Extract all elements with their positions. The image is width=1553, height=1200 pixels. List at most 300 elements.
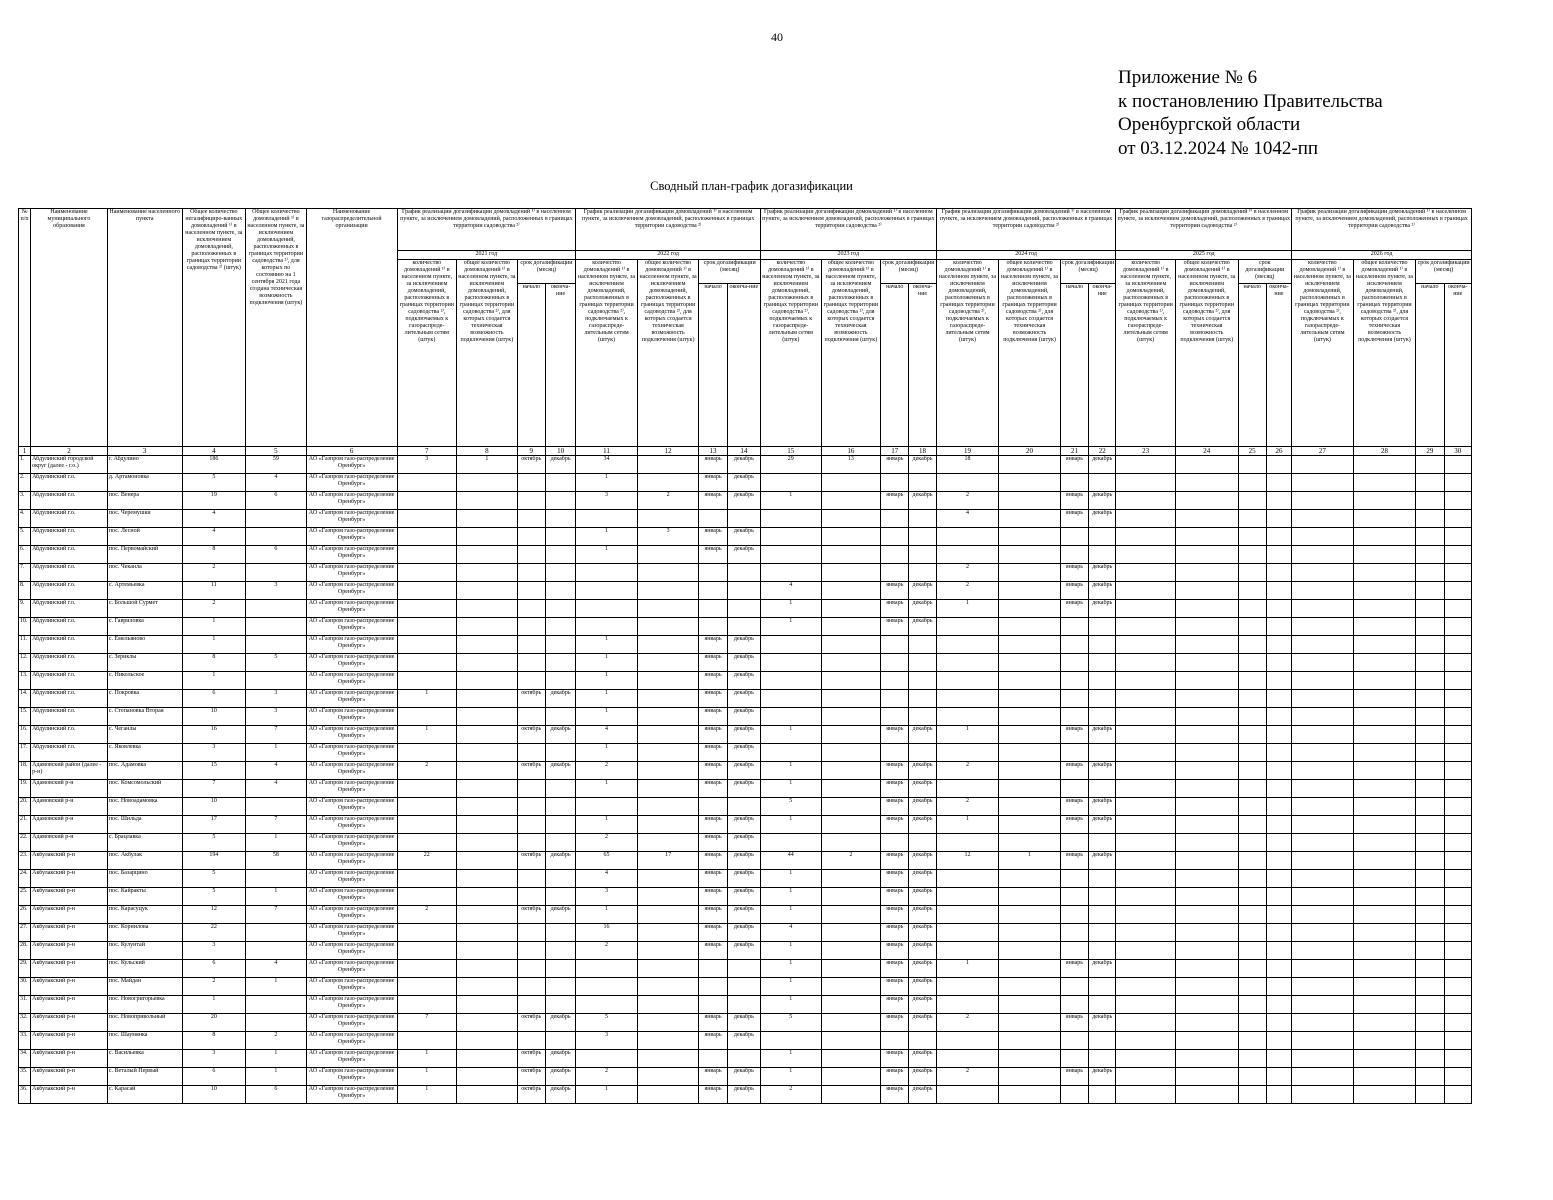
municipality-cell: Акбулакский р-н bbox=[31, 978, 108, 996]
empty-cell bbox=[1444, 834, 1472, 852]
y23-end-month-cell: декабрь bbox=[909, 762, 936, 780]
empty-cell bbox=[1116, 456, 1176, 474]
empty-cell bbox=[1266, 708, 1291, 726]
table-row bbox=[19, 798, 1472, 816]
empty-cell bbox=[1175, 888, 1238, 906]
column-number: 15 bbox=[761, 447, 822, 456]
y21-end-month-cell bbox=[545, 708, 575, 726]
y24-count-cell bbox=[936, 870, 999, 888]
y24-start-month-cell: январь bbox=[1060, 1014, 1088, 1032]
municipality-cell: Абдулинский г.о. bbox=[31, 546, 108, 564]
y21-start-month-cell bbox=[517, 528, 545, 546]
header-term-2024: срок догазификации (месяц) bbox=[1060, 260, 1116, 284]
y22-count-cell bbox=[576, 510, 638, 528]
y24-count-cell: 2 bbox=[936, 564, 999, 582]
y22-start-month-cell: январь bbox=[699, 546, 727, 564]
y24-start-month-cell bbox=[1060, 1050, 1088, 1068]
total-nongasified-cell: 3 bbox=[182, 942, 246, 960]
y23-start-month-cell: январь bbox=[881, 870, 909, 888]
empty-cell bbox=[1416, 474, 1444, 492]
y22-end-month-cell: декабрь bbox=[727, 474, 760, 492]
empty-cell bbox=[1353, 942, 1416, 960]
y23-count-cell bbox=[761, 672, 822, 690]
organization-cell: АО «Газпром газо-распределение Оренбург» bbox=[306, 708, 397, 726]
y24-count-cell bbox=[936, 546, 999, 564]
y24-total-cell bbox=[999, 492, 1061, 510]
settlement-cell: пос. Шаумянка bbox=[107, 1032, 182, 1050]
empty-cell bbox=[1416, 690, 1444, 708]
empty-cell bbox=[1266, 654, 1291, 672]
y24-start-month-cell: январь bbox=[1060, 762, 1088, 780]
y22-count-cell: 65 bbox=[576, 852, 638, 870]
empty-cell bbox=[1353, 762, 1416, 780]
y23-start-month-cell bbox=[881, 474, 909, 492]
y23-total-cell bbox=[821, 528, 881, 546]
y22-count-cell bbox=[576, 978, 638, 996]
y23-total-cell bbox=[821, 1068, 881, 1086]
row-number: 22. bbox=[19, 834, 31, 852]
organization-cell: АО «Газпром газо-распределение Оренбург» bbox=[306, 690, 397, 708]
empty-cell bbox=[1444, 474, 1472, 492]
y21-total-cell bbox=[457, 942, 518, 960]
total-possible-cell bbox=[246, 600, 307, 618]
empty-cell bbox=[1238, 888, 1266, 906]
empty-cell bbox=[1266, 600, 1291, 618]
empty-cell bbox=[1292, 474, 1354, 492]
y21-total-cell bbox=[457, 1050, 518, 1068]
y24-total-cell bbox=[999, 726, 1061, 744]
empty-cell bbox=[1416, 960, 1444, 978]
y21-end-month-cell bbox=[545, 654, 575, 672]
y22-end-month-cell: декабрь bbox=[727, 924, 760, 942]
y22-start-month-cell: январь bbox=[699, 690, 727, 708]
column-number: 17 bbox=[881, 447, 909, 456]
empty-cell bbox=[1116, 744, 1176, 762]
y21-start-month-cell: октябрь bbox=[517, 456, 545, 474]
empty-cell bbox=[1416, 546, 1444, 564]
total-possible-cell: 5 bbox=[246, 654, 307, 672]
empty-cell bbox=[1266, 744, 1291, 762]
table-row bbox=[19, 510, 1472, 528]
y21-total-cell bbox=[457, 672, 518, 690]
y22-start-month-cell: январь bbox=[699, 636, 727, 654]
table-row bbox=[19, 1086, 1472, 1104]
y24-count-cell bbox=[936, 474, 999, 492]
y24-total-cell bbox=[999, 870, 1061, 888]
y22-start-month-cell: январь bbox=[699, 924, 727, 942]
table-row bbox=[19, 708, 1472, 726]
y23-count-cell: 1 bbox=[761, 888, 822, 906]
y24-end-month-cell bbox=[1089, 942, 1116, 960]
y22-start-month-cell: январь bbox=[699, 672, 727, 690]
header-total-nongasified: Общее количество негазифициро-ванных домовладений ¹⁾ в населенном пункте, за исключением домовладений, расположенных в границах территории садоводства ²⁾ (штук) bbox=[182, 209, 246, 447]
y23-end-month-cell bbox=[909, 690, 936, 708]
settlement-cell: с. Гавриловка bbox=[107, 618, 182, 636]
total-possible-cell: 4 bbox=[246, 780, 307, 798]
empty-cell bbox=[1116, 546, 1176, 564]
empty-cell bbox=[1416, 942, 1444, 960]
empty-cell bbox=[1444, 690, 1472, 708]
empty-cell bbox=[1353, 834, 1416, 852]
empty-cell bbox=[1353, 564, 1416, 582]
total-nongasified-cell: 10 bbox=[182, 798, 246, 816]
y21-total-cell bbox=[457, 474, 518, 492]
y21-count-cell bbox=[397, 744, 457, 762]
y23-count-cell: 4 bbox=[761, 582, 822, 600]
y21-total-cell bbox=[457, 960, 518, 978]
y21-start-month-cell: октябрь bbox=[517, 726, 545, 744]
y24-count-cell bbox=[936, 942, 999, 960]
y21-end-month-cell bbox=[545, 528, 575, 546]
header-year-2021: 2021 год bbox=[397, 251, 576, 260]
empty-cell bbox=[1416, 600, 1444, 618]
total-nongasified-cell: 3 bbox=[182, 744, 246, 762]
total-nongasified-cell: 1 bbox=[182, 636, 246, 654]
y21-total-cell bbox=[457, 834, 518, 852]
organization-cell: АО «Газпром газо-распределение Оренбург» bbox=[306, 636, 397, 654]
settlement-cell: с. Яковлевка bbox=[107, 744, 182, 762]
column-number: 6 bbox=[306, 447, 397, 456]
municipality-cell: Адамовский район (далее - р-н) bbox=[31, 762, 108, 780]
empty-cell bbox=[1353, 528, 1416, 546]
empty-cell bbox=[1416, 1032, 1444, 1050]
total-nongasified-cell: 15 bbox=[182, 762, 246, 780]
organization-cell: АО «Газпром газо-распределение Оренбург» bbox=[306, 654, 397, 672]
empty-cell bbox=[1238, 492, 1266, 510]
y22-count-cell: 1 bbox=[576, 708, 638, 726]
table-row bbox=[19, 960, 1472, 978]
y24-total-cell bbox=[999, 744, 1061, 762]
row-number: 3. bbox=[19, 492, 31, 510]
y23-total-cell bbox=[821, 474, 881, 492]
row-number: 2. bbox=[19, 474, 31, 492]
y21-count-cell bbox=[397, 834, 457, 852]
empty-cell bbox=[1353, 690, 1416, 708]
table-row bbox=[19, 618, 1472, 636]
empty-cell bbox=[1444, 492, 1472, 510]
y21-total-cell bbox=[457, 852, 518, 870]
empty-cell bbox=[1444, 852, 1472, 870]
y23-total-cell bbox=[821, 546, 881, 564]
y23-end-month-cell: декабрь bbox=[909, 1050, 936, 1068]
empty-cell bbox=[1238, 564, 1266, 582]
row-number: 29. bbox=[19, 960, 31, 978]
y23-start-month-cell bbox=[881, 564, 909, 582]
y21-start-month-cell bbox=[517, 870, 545, 888]
row-number: 24. bbox=[19, 870, 31, 888]
empty-cell bbox=[1416, 762, 1444, 780]
y21-total-cell bbox=[457, 870, 518, 888]
y23-end-month-cell bbox=[909, 474, 936, 492]
empty-cell bbox=[1292, 726, 1354, 744]
total-possible-cell: 7 bbox=[246, 906, 307, 924]
empty-cell bbox=[1353, 798, 1416, 816]
y24-total-cell bbox=[999, 906, 1061, 924]
empty-cell bbox=[1353, 492, 1416, 510]
y23-end-month-cell: декабрь bbox=[909, 780, 936, 798]
y24-count-cell bbox=[936, 672, 999, 690]
y21-start-month-cell bbox=[517, 780, 545, 798]
y23-end-month-cell: декабрь bbox=[909, 582, 936, 600]
y24-end-month-cell bbox=[1089, 888, 1116, 906]
y22-count-cell: 16 bbox=[576, 924, 638, 942]
empty-cell bbox=[1238, 582, 1266, 600]
y22-start-month-cell: январь bbox=[699, 492, 727, 510]
row-number: 10. bbox=[19, 618, 31, 636]
y21-end-month-cell bbox=[545, 492, 575, 510]
y21-count-cell bbox=[397, 582, 457, 600]
empty-cell bbox=[1238, 654, 1266, 672]
municipality-cell: Абдулинский г.о. bbox=[31, 492, 108, 510]
column-number: 19 bbox=[936, 447, 999, 456]
y24-count-cell: 2 bbox=[936, 1068, 999, 1086]
empty-cell bbox=[1353, 510, 1416, 528]
header-count-2023: количество домовладений ¹⁾ в населенном пункте, за исключением домовладений, расположенных в границах территории садоводства ²⁾, подключаемых к газораспреде-лительным сетям (штук) bbox=[761, 260, 822, 447]
y22-count-cell bbox=[576, 798, 638, 816]
y22-end-month-cell: декабрь bbox=[727, 762, 760, 780]
empty-cell bbox=[1353, 672, 1416, 690]
y21-start-month-cell: октябрь bbox=[517, 1050, 545, 1068]
y24-total-cell bbox=[999, 582, 1061, 600]
y21-count-cell: 22 bbox=[397, 852, 457, 870]
total-possible-cell: 2 bbox=[246, 1032, 307, 1050]
empty-cell bbox=[1416, 654, 1444, 672]
organization-cell: АО «Газпром газо-распределение Оренбург» bbox=[306, 978, 397, 996]
y23-total-cell bbox=[821, 726, 881, 744]
y24-count-cell: 1 bbox=[936, 816, 999, 834]
empty-cell bbox=[1175, 978, 1238, 996]
header-group-2026: График реализации догазификации домовладений ¹⁾ в населенном пункте, за исключением домовладений, расположенных в границах территории садоводства ²⁾ bbox=[1292, 209, 1472, 251]
empty-cell bbox=[1116, 834, 1176, 852]
column-number: 4 bbox=[182, 447, 246, 456]
empty-cell bbox=[1116, 960, 1176, 978]
y21-count-cell bbox=[397, 528, 457, 546]
empty-cell bbox=[1116, 600, 1176, 618]
empty-cell bbox=[1444, 600, 1472, 618]
y24-start-month-cell: январь bbox=[1060, 564, 1088, 582]
y22-start-month-cell bbox=[699, 978, 727, 996]
empty-cell bbox=[1175, 690, 1238, 708]
empty-cell bbox=[1416, 888, 1444, 906]
y22-start-month-cell: январь bbox=[699, 888, 727, 906]
y23-start-month-cell bbox=[881, 708, 909, 726]
row-number: 12. bbox=[19, 654, 31, 672]
y24-end-month-cell bbox=[1089, 1032, 1116, 1050]
y24-start-month-cell bbox=[1060, 672, 1088, 690]
settlement-cell: с. Веталый Первый bbox=[107, 1068, 182, 1086]
column-number: 24 bbox=[1175, 447, 1238, 456]
y21-count-cell bbox=[397, 672, 457, 690]
empty-cell bbox=[1444, 960, 1472, 978]
empty-cell bbox=[1292, 780, 1354, 798]
y23-total-cell bbox=[821, 636, 881, 654]
empty-cell bbox=[1292, 618, 1354, 636]
organization-cell: АО «Газпром газо-распределение Оренбург» bbox=[306, 888, 397, 906]
y22-end-month-cell bbox=[727, 510, 760, 528]
settlement-cell: пос. Майдан bbox=[107, 978, 182, 996]
municipality-cell: Адамовский р-н bbox=[31, 834, 108, 852]
header-start-2023: начало bbox=[881, 284, 909, 447]
empty-cell bbox=[1353, 1014, 1416, 1032]
y21-end-month-cell: декабрь bbox=[545, 762, 575, 780]
row-number: 4. bbox=[19, 510, 31, 528]
empty-cell bbox=[1116, 870, 1176, 888]
empty-cell bbox=[1353, 654, 1416, 672]
y22-start-month-cell: январь bbox=[699, 852, 727, 870]
y24-end-month-cell bbox=[1089, 546, 1116, 564]
y21-total-cell bbox=[457, 636, 518, 654]
empty-cell bbox=[1116, 1050, 1176, 1068]
row-number: 34. bbox=[19, 1050, 31, 1068]
column-number: 12 bbox=[637, 447, 699, 456]
empty-cell bbox=[1266, 726, 1291, 744]
header-year-2024: 2024 год bbox=[936, 251, 1116, 260]
empty-cell bbox=[1416, 708, 1444, 726]
y24-start-month-cell bbox=[1060, 546, 1088, 564]
y23-end-month-cell bbox=[909, 1032, 936, 1050]
y24-start-month-cell bbox=[1060, 942, 1088, 960]
y23-total-cell bbox=[821, 1032, 881, 1050]
empty-cell bbox=[1116, 780, 1176, 798]
header-total-2026: общее количество домовладений ¹⁾ в населенном пункте, за исключением домовладений, расположенных в границах территории садоводства ²⁾, для которых создается техническая возможность подключения (штук) bbox=[1353, 260, 1416, 447]
empty-cell bbox=[1116, 978, 1176, 996]
organization-cell: АО «Газпром газо-распределение Оренбург» bbox=[306, 996, 397, 1014]
header-group-2024: График реализации догазификации домовладений ¹⁾ в населенном пункте, за исключением домовладений, расположенных в границах территории садоводства ²⁾ bbox=[936, 209, 1116, 251]
settlement-cell: пос. Корнилова bbox=[107, 924, 182, 942]
empty-cell bbox=[1266, 564, 1291, 582]
y22-end-month-cell bbox=[727, 618, 760, 636]
organization-cell: АО «Газпром газо-распределение Оренбург» bbox=[306, 1086, 397, 1104]
empty-cell bbox=[1116, 564, 1176, 582]
y23-count-cell: 29 bbox=[761, 456, 822, 474]
municipality-cell: Абдулинский г.о. bbox=[31, 654, 108, 672]
empty-cell bbox=[1116, 906, 1176, 924]
y23-start-month-cell: январь bbox=[881, 618, 909, 636]
total-possible-cell: 6 bbox=[246, 492, 307, 510]
y23-start-month-cell: январь bbox=[881, 906, 909, 924]
empty-cell bbox=[1416, 780, 1444, 798]
y23-count-cell bbox=[761, 546, 822, 564]
column-number: 26 bbox=[1266, 447, 1291, 456]
empty-cell bbox=[1292, 672, 1354, 690]
settlement-cell: пос. Шильда bbox=[107, 816, 182, 834]
total-possible-cell: 6 bbox=[246, 546, 307, 564]
settlement-cell: с. Покровка bbox=[107, 690, 182, 708]
empty-cell bbox=[1444, 708, 1472, 726]
table-row bbox=[19, 1032, 1472, 1050]
y24-end-month-cell: декабрь bbox=[1089, 762, 1116, 780]
y22-start-month-cell: январь bbox=[699, 1032, 727, 1050]
municipality-cell: Абдулинский г.о. bbox=[31, 582, 108, 600]
y22-total-cell bbox=[637, 1068, 699, 1086]
y21-start-month-cell bbox=[517, 960, 545, 978]
total-possible-cell: 6 bbox=[246, 1086, 307, 1104]
empty-cell bbox=[1292, 1014, 1354, 1032]
y22-total-cell bbox=[637, 654, 699, 672]
empty-cell bbox=[1175, 582, 1238, 600]
y24-total-cell bbox=[999, 690, 1061, 708]
y24-start-month-cell: январь bbox=[1060, 492, 1088, 510]
y21-count-cell: 3 bbox=[397, 456, 457, 474]
y24-count-cell bbox=[936, 690, 999, 708]
y23-end-month-cell: декабрь bbox=[909, 1014, 936, 1032]
y21-total-cell bbox=[457, 726, 518, 744]
settlement-cell: пос. Лесной bbox=[107, 528, 182, 546]
y22-total-cell bbox=[637, 636, 699, 654]
y22-count-cell bbox=[576, 1050, 638, 1068]
empty-cell bbox=[1444, 1068, 1472, 1086]
document-title: Сводный план-график догазификации bbox=[650, 179, 853, 193]
settlement-cell: с. Степановка Вторая bbox=[107, 708, 182, 726]
y24-count-cell bbox=[936, 744, 999, 762]
y24-total-cell: 1 bbox=[999, 852, 1061, 870]
y22-total-cell bbox=[637, 978, 699, 996]
y21-end-month-cell: декабрь bbox=[545, 1086, 575, 1104]
y21-start-month-cell: октябрь bbox=[517, 906, 545, 924]
empty-cell bbox=[1353, 816, 1416, 834]
header-end-2023: оконча-ние bbox=[909, 284, 936, 447]
organization-cell: АО «Газпром газо-распределение Оренбург» bbox=[306, 834, 397, 852]
y23-total-cell bbox=[821, 996, 881, 1014]
y21-end-month-cell bbox=[545, 870, 575, 888]
y23-start-month-cell: январь bbox=[881, 978, 909, 996]
empty-cell bbox=[1175, 1014, 1238, 1032]
empty-cell bbox=[1175, 636, 1238, 654]
empty-cell bbox=[1238, 1086, 1266, 1104]
empty-cell bbox=[1353, 978, 1416, 996]
y22-count-cell bbox=[576, 600, 638, 618]
y23-start-month-cell: январь bbox=[881, 780, 909, 798]
y22-end-month-cell: декабрь bbox=[727, 888, 760, 906]
total-nongasified-cell: 186 bbox=[182, 456, 246, 474]
municipality-cell: Акбулакский р-н bbox=[31, 852, 108, 870]
y24-end-month-cell bbox=[1089, 1086, 1116, 1104]
header-term-2025: срок догазификации (месяц) bbox=[1238, 260, 1292, 284]
municipality-cell: Абдулинский г.о. bbox=[31, 564, 108, 582]
empty-cell bbox=[1353, 456, 1416, 474]
total-nongasified-cell: 5 bbox=[182, 888, 246, 906]
y23-count-cell: 5 bbox=[761, 1014, 822, 1032]
y24-total-cell bbox=[999, 942, 1061, 960]
y24-count-cell: 1 bbox=[936, 960, 999, 978]
settlement-cell: пос. Чеканла bbox=[107, 564, 182, 582]
municipality-cell: Акбулакский р-н bbox=[31, 1050, 108, 1068]
y23-count-cell bbox=[761, 744, 822, 762]
header-start-2025: начало bbox=[1238, 284, 1266, 447]
empty-cell bbox=[1292, 636, 1354, 654]
empty-cell bbox=[1444, 510, 1472, 528]
empty-cell bbox=[1353, 474, 1416, 492]
empty-cell bbox=[1292, 1086, 1354, 1104]
appendix-line-3: Оренбургской области bbox=[1118, 114, 1301, 135]
empty-cell bbox=[1238, 510, 1266, 528]
empty-cell bbox=[1116, 942, 1176, 960]
total-possible-cell: 4 bbox=[246, 762, 307, 780]
empty-cell bbox=[1353, 1050, 1416, 1068]
column-number-row bbox=[19, 447, 1472, 456]
y22-start-month-cell: январь bbox=[699, 708, 727, 726]
y23-end-month-cell: декабрь bbox=[909, 618, 936, 636]
y21-start-month-cell bbox=[517, 834, 545, 852]
y22-count-cell: 2 bbox=[576, 762, 638, 780]
empty-cell bbox=[1175, 924, 1238, 942]
y22-total-cell bbox=[637, 582, 699, 600]
empty-cell bbox=[1266, 690, 1291, 708]
settlement-cell: с. Зериклы bbox=[107, 654, 182, 672]
y23-count-cell bbox=[761, 636, 822, 654]
total-nongasified-cell: 10 bbox=[182, 1086, 246, 1104]
y23-start-month-cell: январь bbox=[881, 726, 909, 744]
